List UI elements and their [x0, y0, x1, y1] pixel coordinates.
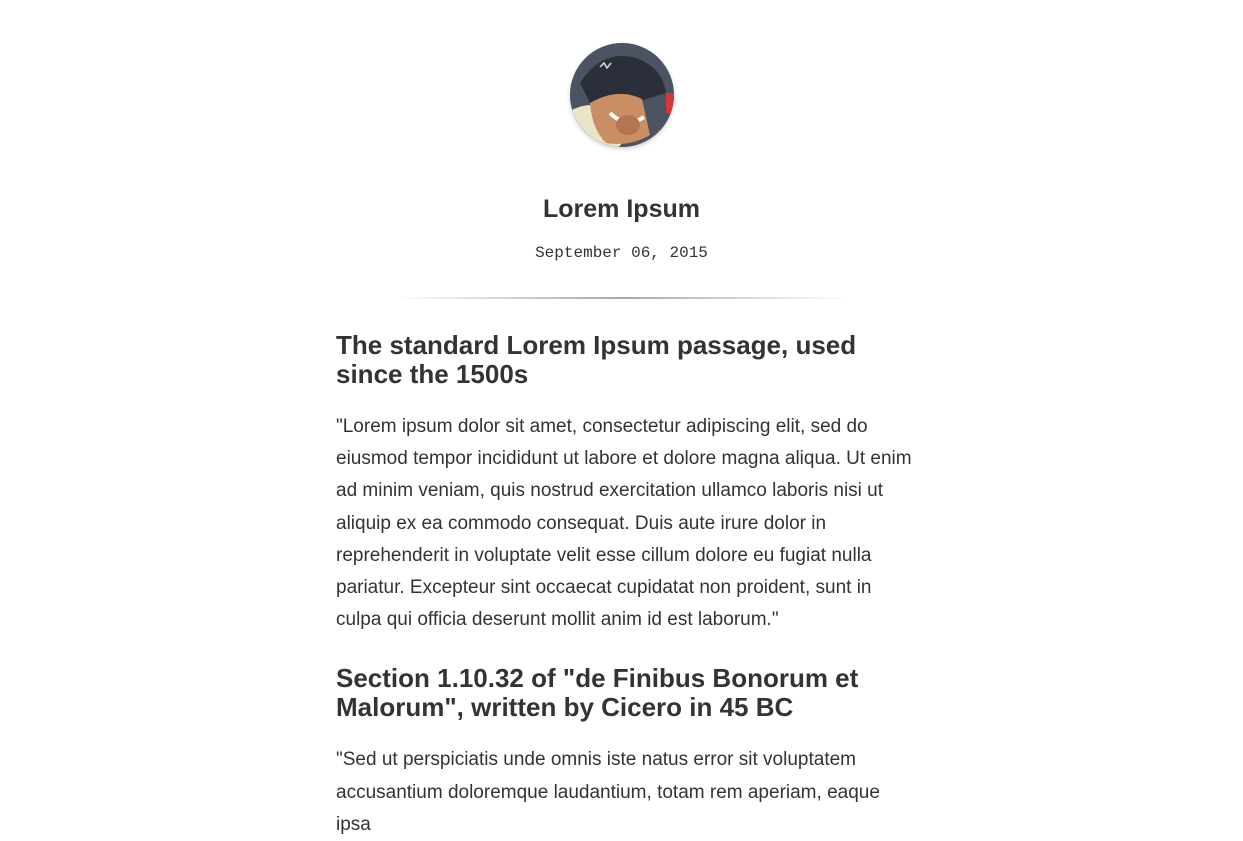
section-heading: Section 1.10.32 of "de Finibus Bonorum et Malorum", written by Cicero in 45 BC: [336, 663, 859, 723]
post-date: September 06, 2015: [535, 244, 708, 262]
section-heading: The standard Lorem Ipsum passage, used since the 1500s: [336, 330, 857, 389]
section-standard-passage: [336, 331, 916, 636]
avatar-photo-icon: [570, 43, 674, 147]
author-avatar: [570, 43, 674, 147]
header-divider: [395, 297, 849, 299]
post-content: [336, 331, 916, 841]
author-name: Lorem Ipsum: [543, 195, 700, 223]
section-paragraph: "Sed ut perspiciatis unde omnis iste natus error sit voluptatem accusantium doloremque laudantium, totam rem aperiam, eaque ipsa: [336, 749, 880, 835]
section-paragraph: "Lorem ipsum dolor sit amet, consectetur adipiscing elit, sed do eiusmod tempor incididunt ut labore et dolore magna aliqua. Ut enim ad minim veniam, quis nostrud exercitation ullamco laboris nisi ut aliquip ex ea commodo consequat. Duis aute irure dolor in reprehenderit in voluptate velit esse cillum dolore eu fugiat nulla pariatur. Excepteur sint occaecat cupidatat non proident, sunt in culpa qui officia deserunt mollit anim id est laborum.": [336, 416, 912, 631]
section-cicero: [336, 664, 916, 841]
post-header: [0, 0, 1243, 299]
